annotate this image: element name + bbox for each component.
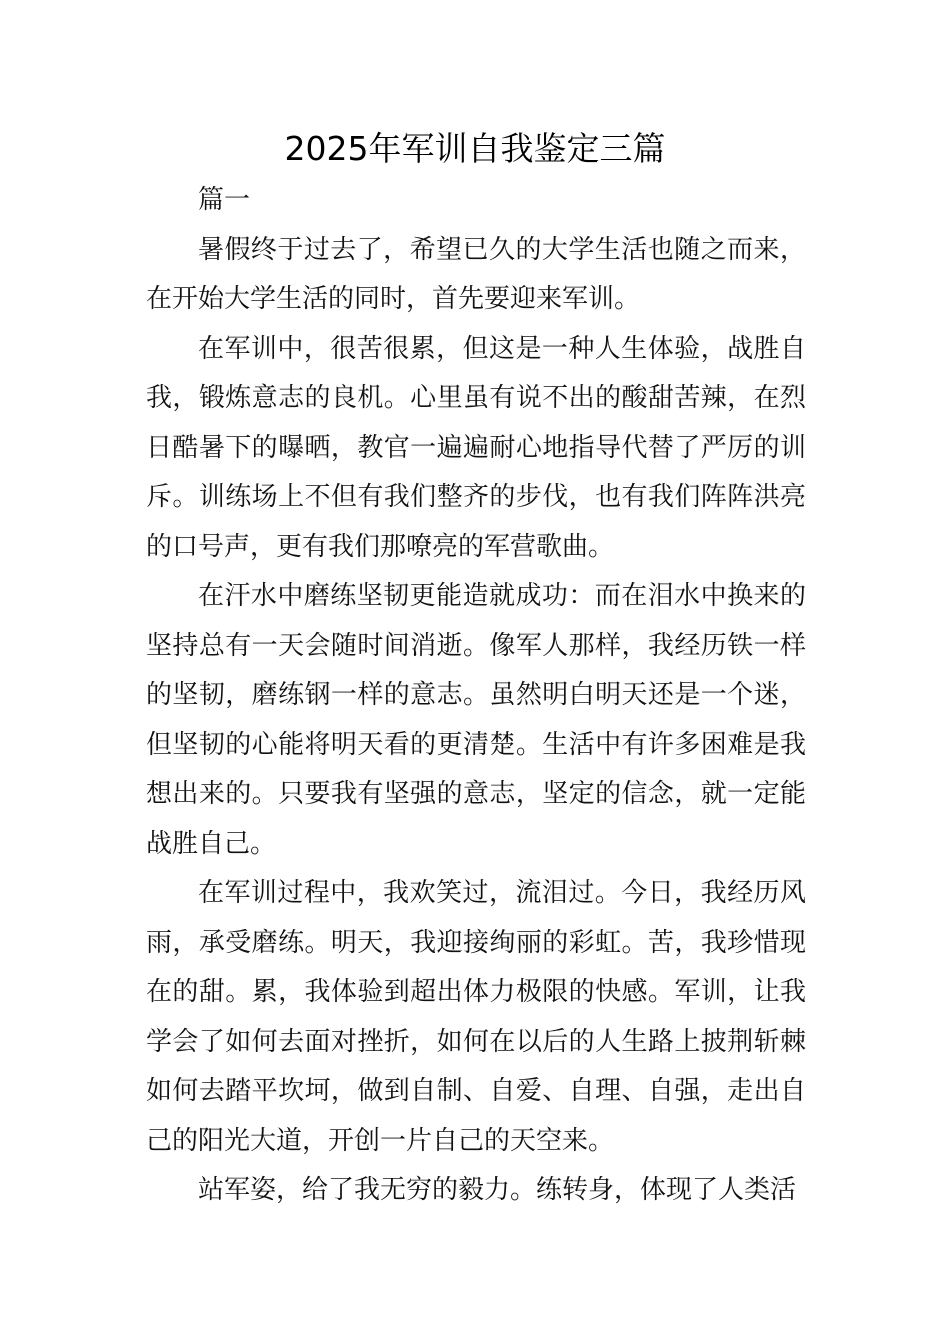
section-label: 篇一	[198, 185, 251, 215]
document-body	[146, 176, 806, 1216]
paragraph-5: 站军姿，给了我无穷的毅力。练转身，体现了人类活	[198, 1175, 797, 1205]
document-title: 2025年军训自我鉴定三篇	[284, 129, 666, 168]
paragraph-3: 在汗水中磨练坚韧更能造就成功：而在泪水中换来的坚持总有一天会随时间消逝。像军人那样，我经历铁一样的坚韧，磨练钢一样的意志。虽然明白明天还是一个迷，但坚韧的心能将明天看的更清楚。生活中有许多困难是我想出来的。只要我有坚强的意志，坚定的信念，就一定能战胜自己。	[146, 581, 806, 859]
paragraph-2: 在军训中，很苦很累，但这是一种人生体验，战胜自我，锻炼意志的良机。心里虽有说不出的酸甜苦辣，在烈日酷暑下的曝晒，教官一遍遍耐心地指导代替了严厉的训斥。训练场上不但有我们整齐的步伐，也有我们阵阵洪亮的口号声，更有我们那嘹亮的军营歌曲。	[146, 333, 806, 562]
paragraph-4: 在军训过程中，我欢笑过，流泪过。今日，我经历风雨，承受磨练。明天，我迎接绚丽的彩虹。苦，我珍惜现在的甜。累，我体验到超出体力极限的快感。军训，让我学会了如何去面对挫折，如何在以后的人生路上披荆斩棘如何去踏平坎坷，做到自制、自爱、自理、自强，走出自己的阳光大道，开创一片自己的天空来。	[146, 878, 806, 1156]
paragraph-1: 暑假终于过去了，希望已久的大学生活也随之而来，在开始大学生活的同时，首先要迎来军训。	[146, 234, 806, 314]
